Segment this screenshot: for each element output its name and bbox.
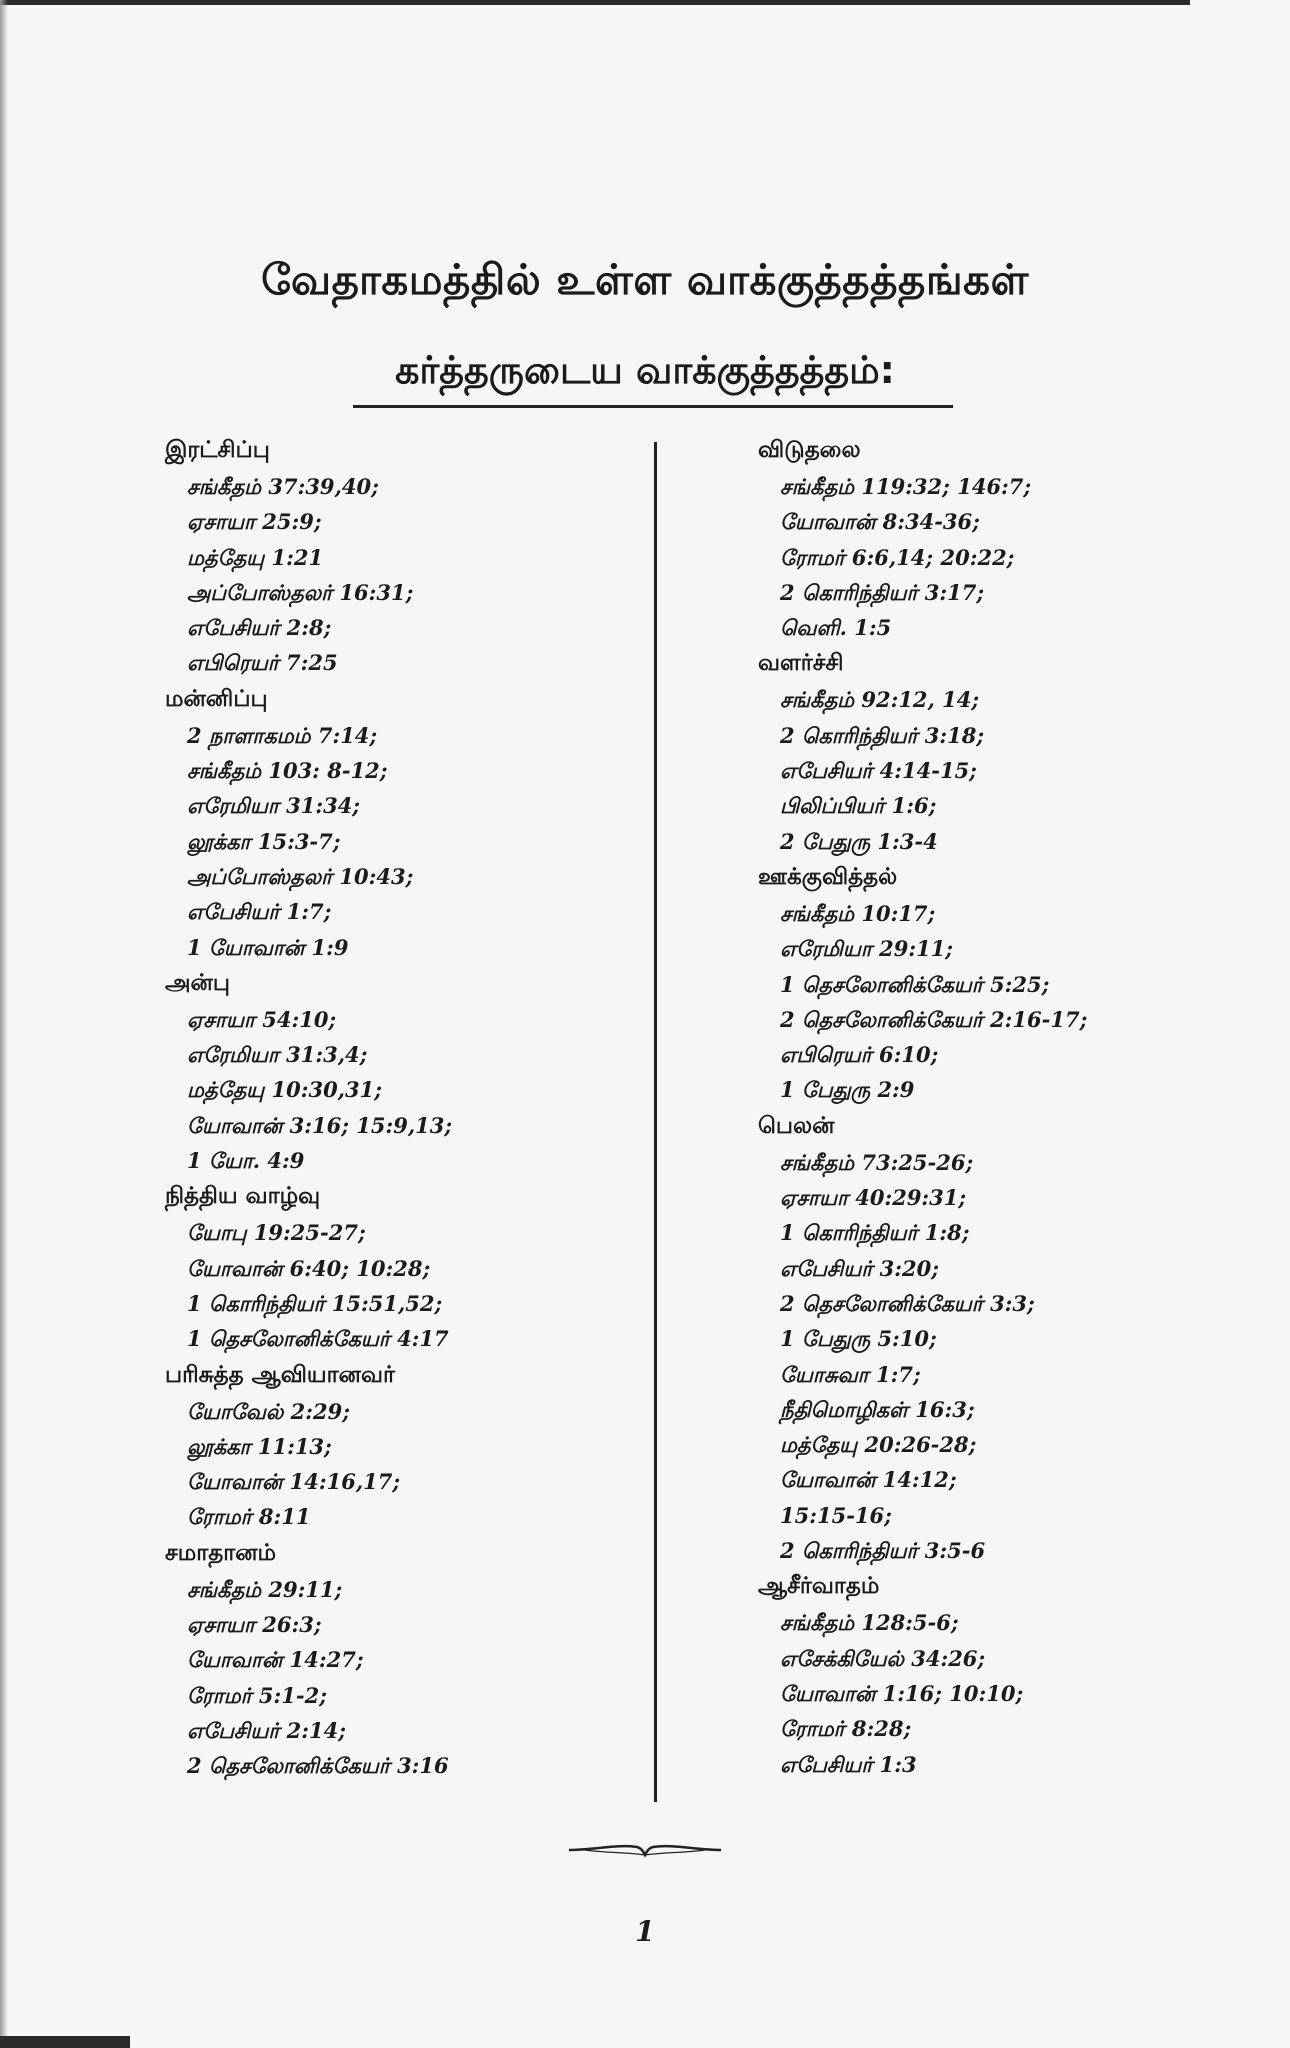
topic-section [758, 1568, 1258, 1781]
scripture-reference: சங்கீதம் 29:11; [187, 1576, 343, 1602]
scripture-reference: சங்கீதம் 128:5-6; [780, 1610, 959, 1636]
scripture-reference: ஏசாயா 54:10; [187, 1006, 337, 1032]
page-title: வேதாகமத்தில் உள்ள வாக்குத்தத்தங்கள் [261, 255, 1029, 304]
scripture-reference: வெளி. 1:5 [780, 615, 892, 641]
topic-section [165, 1535, 665, 1784]
scripture-reference: ஏசாயா 25:9; [187, 509, 322, 535]
scripture-reference: மத்தேயு 20:26-28; [780, 1432, 977, 1458]
scripture-reference: எசேக்கியேல் 34:26; [780, 1645, 986, 1671]
topic-heading: இரட்சிப்பு [165, 437, 270, 463]
scripture-reference: எபேசியர் 4:14-15; [780, 758, 977, 784]
scripture-reference: லூக்கா 15:3-7; [187, 828, 341, 854]
scripture-reference: சங்கீதம் 103: 8-12; [187, 758, 388, 784]
scripture-reference: சங்கீதம் 119:32; 146:7; [780, 474, 1032, 499]
scripture-reference: 1 யோவான் 1:9 [187, 934, 349, 960]
scripture-reference: எரேமியா 29:11; [780, 936, 954, 962]
scripture-reference: மத்தேயு 10:30,31; [187, 1077, 382, 1103]
scripture-reference: லூக்கா 11:13; [187, 1433, 332, 1459]
scripture-reference: யோவான் 14:27; [187, 1647, 364, 1673]
scripture-reference: 15:15-16; [780, 1502, 892, 1528]
scripture-reference: யோபு 19:25-27; [187, 1220, 366, 1246]
scripture-reference: 2 கொரிந்தியர் 3:18; [780, 722, 985, 748]
scripture-reference: யோவான் 3:16; 15:9,13; [187, 1112, 453, 1138]
topic-heading: வளர்ச்சி [758, 650, 844, 677]
scripture-reference: 2 கொரிந்தியர் 3:17; [780, 579, 985, 605]
topic-heading: பரிசுத்த ஆவியானவர் [165, 1361, 395, 1388]
page-number: 1 [635, 1915, 655, 1948]
scripture-reference: 2 தெசலோனிக்கேயர் 2:16-17; [780, 1006, 1088, 1032]
scripture-reference: 1 தெசலோனிக்கேயர் 4:17 [187, 1326, 449, 1352]
scripture-reference: 2 நாளாகமம் 7:14; [187, 722, 378, 748]
scripture-reference: 1 கொரிந்தியர் 1:8; [780, 1220, 970, 1246]
scripture-reference: யோவேல் 2:29; [187, 1398, 350, 1424]
topic-section [165, 681, 665, 965]
scripture-reference: யோவான் 14:12; [780, 1467, 957, 1493]
scripture-reference: 1 தெசலோனிக்கேயர் 5:25; [780, 971, 1050, 997]
left-column [165, 432, 665, 1784]
topic-heading: பெலன் [758, 1112, 835, 1139]
topic-heading: நித்திய வாழ்வு [165, 1183, 321, 1210]
subtitle-underline [353, 405, 953, 408]
topic-section [165, 1357, 665, 1535]
topic-section [758, 645, 1258, 858]
scripture-reference: யோசுவா 1:7; [780, 1361, 921, 1387]
scripture-reference: ரோமர் 8:28; [780, 1716, 912, 1742]
scripture-reference: ரோமர் 5:1-2; [187, 1682, 327, 1708]
scripture-reference: நீதிமொழிகள் 16:3; [780, 1396, 975, 1422]
scripture-reference: மத்தேயு 1:21 [187, 544, 324, 570]
scripture-reference: ஏசாயா 40:29:31; [780, 1185, 967, 1211]
scripture-reference: 1 யோ. 4:9 [187, 1148, 305, 1174]
scripture-reference: சங்கீதம் 10:17; [780, 900, 936, 926]
topic-heading: மன்னிப்பு [165, 685, 268, 712]
scripture-reference: சங்கீதம் 92:12, 14; [780, 687, 980, 713]
column-divider [654, 442, 657, 1802]
scripture-reference: 1 பேதுரு 2:9 [780, 1077, 915, 1103]
scripture-reference: சங்கீதம் 37:39,40; [187, 474, 379, 499]
scripture-reference: பிலிப்பியர் 1:6; [780, 793, 937, 819]
scripture-reference: எபிரெயர் 7:25 [187, 650, 338, 676]
scripture-reference: அப்போஸ்தலர் 10:43; [187, 863, 414, 889]
right-column [758, 432, 1258, 1782]
top-edge-rule [0, 0, 1190, 5]
topic-section [758, 859, 1258, 1108]
scripture-reference: எபேசியர் 1:7; [187, 899, 332, 925]
scripture-reference: எபேசியர் 2:14; [187, 1717, 346, 1743]
scripture-reference: 2 கொரிந்தியர் 3:5-6 [780, 1538, 986, 1564]
topic-section [758, 432, 1258, 645]
bottom-corner-mark [0, 2036, 130, 2048]
topic-section [165, 965, 665, 1178]
ornament-divider [565, 1838, 725, 1862]
scripture-reference: யோவான் 8:34-36; [780, 509, 980, 535]
scripture-reference: யோவான் 6:40; 10:28; [187, 1255, 431, 1281]
topic-heading: அன்பு [165, 969, 230, 996]
scripture-reference: ஏசாயா 26:3; [187, 1612, 322, 1638]
scripture-reference: யோவான் 1:16; 10:10; [780, 1680, 1024, 1706]
topic-section [165, 432, 665, 681]
topic-section [165, 1178, 665, 1356]
scripture-reference: யோவான் 14:16,17; [187, 1469, 401, 1495]
scripture-reference: எபேசியர் 1:3 [780, 1751, 917, 1777]
scripture-reference: 1 பேதுரு 5:10; [780, 1326, 937, 1352]
page-subtitle: கர்த்தருடைய வாக்குத்தத்தம்: [395, 348, 895, 392]
topic-section [758, 1108, 1258, 1569]
scripture-reference: எரேமியா 31:3,4; [187, 1042, 368, 1068]
scripture-reference: 1 கொரிந்தியர் 15:51,52; [187, 1290, 443, 1316]
topic-heading: ஆசீர்வாதம் [758, 1573, 880, 1600]
scripture-reference: ரோமர் 6:6,14; 20:22; [780, 544, 1015, 570]
topic-heading: ஊக்குவித்தல் [758, 863, 898, 890]
scripture-reference: அப்போஸ்தலர் 16:31; [187, 579, 414, 605]
topic-heading: சமாதானம் [165, 1539, 277, 1566]
scripture-reference: 2 தெசலோனிக்கேயர் 3:16 [187, 1753, 449, 1779]
scripture-reference: 2 தெசலோனிக்கேயர் 3:3; [780, 1290, 1035, 1316]
scripture-reference: எரேமியா 31:34; [187, 793, 361, 819]
scripture-reference: எபிரெயர் 6:10; [780, 1042, 939, 1068]
scripture-reference: 2 பேதுரு 1:3-4 [780, 828, 938, 854]
scripture-reference: எபேசியர் 2:8; [187, 615, 332, 641]
scripture-reference: சங்கீதம் 73:25-26; [780, 1149, 974, 1175]
scripture-reference: ரோமர் 8:11 [187, 1504, 311, 1530]
scripture-reference: எபேசியர் 3:20; [780, 1255, 939, 1281]
topic-heading: விடுதலை [758, 437, 861, 463]
